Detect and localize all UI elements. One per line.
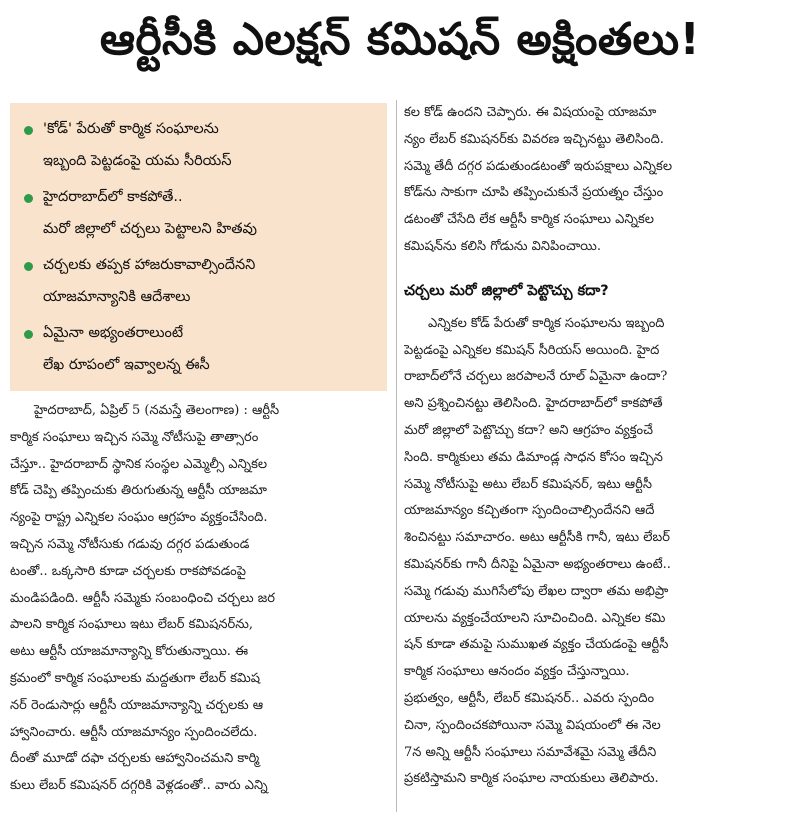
highlight-line: లేఖ రూపంలో ఇవ్వాలన్న ఈసీ — [43, 357, 210, 373]
column-divider — [396, 100, 397, 812]
highlight-line: యాజమాన్యానికి ఆదేశాలు — [43, 289, 191, 305]
body-line: మరో జిల్లాలో పెట్టొచ్చు కదా? అని ఆగ్రహం వ్యక్తంచే — [404, 422, 653, 438]
body-line: కమిషనర్‌కు గానీ దీనిపై ఏమైనా అభ్యంతరాలు ఉంటే.. — [404, 556, 671, 572]
body-line: డటంతో చేసేది లేక ఆర్టీసీ కార్మిక సంఘాలు ఎన్నికల — [404, 212, 654, 228]
highlight-item — [20, 113, 379, 177]
highlight-item — [20, 181, 379, 245]
highlight-line: హైదరాబాద్‌లో కాకపోతే.. — [43, 189, 183, 205]
body-line: సింది. కార్మికులు తమ డిమాండ్ల సాధన కోసం ఇచ్చిన — [404, 449, 663, 465]
body-line: హ్వానించారు. ఆర్టీసీ యాజమాన్యం స్పందించలేదు. — [10, 724, 258, 740]
body-line: షన్ కూడా తమపై సుముఖత వ్యక్తం చేయడంపై ఆర్టీసీ — [404, 637, 669, 653]
body-line: రాబాద్‌లోనే చర్చలు జరపాలనే రూల్ ఏమైనా ఉందా? — [404, 369, 668, 385]
bullet-icon — [24, 330, 33, 339]
highlight-line: మరో జిల్లాలో చర్చలు పెట్టాలని హితవు — [43, 221, 257, 237]
body-line: కార్మిక సంఘాలు ఆనందం వ్యక్తం చేస్తున్నాయి. — [404, 664, 630, 680]
body-line: టంతో.. ఒక్కసారి కూడా చర్చలకు రాకపోవడంపై — [10, 563, 247, 579]
body-line: క్రమంలో కార్మిక సంఘాలకు మద్దతుగా లేబర్ కమిష — [10, 670, 260, 686]
body-line: హైదరాబాద్, ఏప్రిల్ 5 (నమస్తే తెలంగాణ) : ఆర్టీసీ — [34, 403, 280, 418]
body-line: కులు లేబర్ కమిషనర్ దగ్గరికి వెళ్లడంతో.. వారు ఎన్ని — [10, 778, 268, 794]
body-line: పాలని కార్మిక సంఘాలు ఇటు లేబర్ కమిషనర్‌ను, — [10, 617, 253, 633]
body-line: అని ప్రశ్నించినట్టు తెలిసింది. హైదరాబాద్‌లో కాకపోతే — [404, 396, 663, 412]
highlight-item — [20, 249, 379, 313]
body-line: కోడ్‌ను సాకుగా చూపి తప్పించుకునే ప్రయత్నం చేస్తుం — [404, 185, 664, 201]
body-line: కల కోడ్ ఉందని చెప్పారు. ఈ విషయంపై యాజమా — [404, 105, 657, 120]
body-line: కోడ్ చెప్పి తప్పించుకు తిరుగుతున్న ఆర్టీసీ యాజమా — [10, 483, 267, 499]
body-line: మండిపడింది. ఆర్టీసీ సమ్మెకు సంబంధించి చర్చలు జర — [10, 590, 275, 606]
highlight-line: 'కోడ్' పేరుతో కార్మిక సంఘాలను — [43, 121, 219, 137]
body-line: కమిషన్‌ను కలిసి గోడును వినిపించాయి. — [404, 238, 602, 254]
highlight-line: ఇబ్బంది పెట్టడంపై యమ సీరియస్ — [43, 153, 232, 169]
subheading: చర్చలు మరో జిల్లాలో పెట్టొచ్చు కదా? — [404, 282, 609, 299]
body-line: ఎన్నికల కోడ్ పేరుతో కార్మిక సంఘాలను ఇబ్బంది — [428, 315, 665, 331]
body-line: చినా, స్పందించకపోయినా సమ్మె విషయంలో ఈ నెల — [404, 717, 661, 733]
body-line: కార్మిక సంఘాలు ఇచ్చిన సమ్మె నోటీసుపై తాత్సారం — [10, 429, 259, 445]
body-line: న్యం లేబర్ కమిషనర్‌కు వివరణ ఇచ్చినట్టు తెలిసింది. — [404, 131, 664, 147]
body-line: నర్ రెండుసార్లు ఆర్టీసీ యాజమాన్యాన్ని చర్చలకు ఆ — [10, 697, 264, 713]
body-line: యాజమాన్యం కచ్చితంగా స్పందించాల్సిందేనని ఆదే — [404, 503, 655, 519]
bullet-icon — [24, 262, 33, 271]
body-line: చేస్తూ.. హైదరాబాద్ స్థానిక సంస్థల ఎమ్మెల్సీ ఎన్నికల — [10, 456, 268, 472]
body-line: దీంతో మూడో దఫా చర్చలకు ఆహ్వానించమని కార్మి — [10, 751, 260, 767]
body-line: పెట్టడంపై ఎన్నికల కమిషన్ సీరియస్ అయింది. హైద — [404, 342, 660, 358]
body-line: సమ్మె నోటీసుపై అటు లేబర్ కమిషనర్, ఇటు ఆర్టీసీ — [404, 476, 652, 492]
highlight-line: ఏమైనా అభ్యంతరాలుంటే — [43, 325, 184, 341]
right-column — [404, 100, 790, 793]
bullet-icon — [24, 126, 33, 135]
body-line: 7న అన్ని ఆర్టీసీ సంఘాలు సమావేశమై సమ్మె తేదీని — [404, 744, 657, 760]
body-line: అటు ఆర్టీసీ యాజమాన్యాన్ని కోరుతున్నాయి. ఈ — [10, 644, 248, 660]
left-column — [10, 398, 390, 800]
body-line: యాలను వ్యక్తంచేయాలని సూచించింది. ఎన్నికల కమి — [404, 610, 666, 626]
body-line: శించినట్టు సమాచారం. అటు ఆర్టీసీకి గానీ, ఇటు లేబర్ — [404, 530, 670, 546]
highlights-box — [10, 103, 387, 391]
body-line: సమ్మె గడువు ముగిసేలోపు లేఖల ద్వారా తమ అభిప్రా — [404, 583, 669, 599]
highlight-line: చర్చలకు తప్పక హాజరుకావాల్సిందేనని — [43, 257, 256, 273]
body-line: న్యంపై రాష్ట్ర ఎన్నికల సంఘం ఆగ్రహం వ్యక్తంచేసింది. — [10, 510, 268, 526]
body-line: సమ్మె తేదీ దగ్గర పడుతుండటంతో ఇరుపక్షాలు ఎన్నికల — [404, 158, 673, 174]
highlight-item — [20, 317, 379, 381]
body-line: ప్రకటిస్తామని కార్మిక సంఘాల నాయకులు తెలిపారు. — [404, 771, 659, 787]
body-line: ప్రభుత్వం, ఆర్టీసీ, లేబర్ కమిషనర్.. ఎవరు స్పందిం — [404, 690, 655, 706]
body-line: ఇచ్చిన సమ్మె నోటీసుకు గడువు దగ్గర పడుతుండ — [10, 536, 250, 552]
headline: ఆర్టీసీకి ఎలక్షన్ కమిషన్ అక్షింతలు! — [99, 14, 701, 65]
bullet-icon — [24, 194, 33, 203]
